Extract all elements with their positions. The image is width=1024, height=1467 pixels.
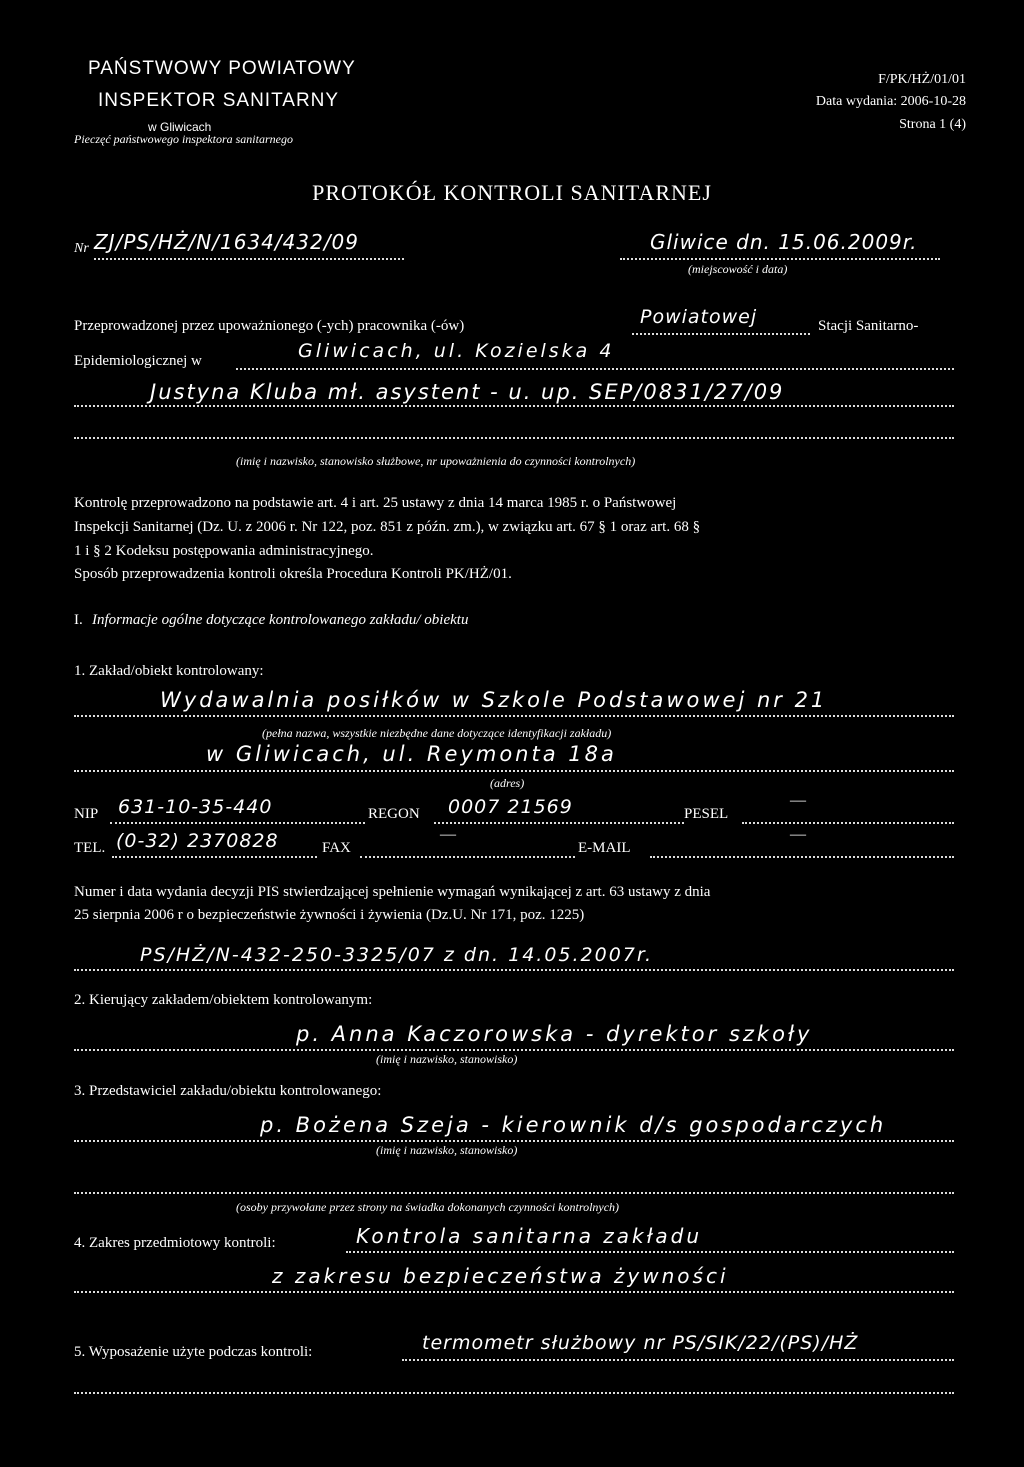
facility-value: Wydawalnia posiłków w Szkole Podstawowej nr 21 xyxy=(160,688,828,712)
nip-value: 631-10-35-440 xyxy=(118,796,273,818)
stamp-city: w Gliwicach xyxy=(148,120,212,134)
email-line xyxy=(650,856,954,858)
manager-line xyxy=(74,1049,954,1051)
legal-basis-line3: 1 i § 2 Kodeksu postępowania administracyjnego. xyxy=(74,543,374,559)
conducted-line2-start: Epidemiologicznej w xyxy=(74,353,202,369)
station-type-line xyxy=(632,333,810,335)
present-line xyxy=(74,1192,954,1194)
item3-label: 3. Przedstawiciel zakładu/obiektu kontrolowanego: xyxy=(74,1083,382,1099)
fax-label: FAX xyxy=(322,840,351,856)
place-date-label: (miejscowość i data) xyxy=(688,262,788,276)
equipment-value: termometr służbowy nr PS/SIK/22/(PS)/HŻ xyxy=(422,1332,859,1354)
place-date-value: Gliwice dn. 15.06.2009r. xyxy=(650,230,918,254)
tel-label: TEL. xyxy=(74,840,106,856)
fax-line xyxy=(360,856,575,858)
present-label: (osoby przywołane przez strony na świadka dokonanych czynności kontrolnych) xyxy=(236,1200,620,1214)
pesel-line xyxy=(742,822,954,824)
item5-label: 5. Wyposażenie użyte podczas kontroli: xyxy=(74,1344,313,1360)
protocol-nr-label: Nr xyxy=(74,241,89,256)
stamp-label: Pieczęć państwowego inspektora sanitarnego xyxy=(74,132,293,146)
item4-label: 4. Zakres przedmiotowy kontroli: xyxy=(74,1235,276,1251)
representative-line xyxy=(74,1140,954,1142)
inspector-line-2 xyxy=(74,437,954,439)
document-title: PROTOKÓŁ KONTROLI SANITARNEJ xyxy=(312,180,712,205)
final-line xyxy=(74,1392,954,1394)
inspector-line xyxy=(74,405,954,407)
nip-label: NIP xyxy=(74,806,99,822)
item1-label: 1. Zakład/obiekt kontrolowany: xyxy=(74,663,264,679)
manager-value: p. Anna Kaczorowska - dyrektor szkoły xyxy=(296,1022,813,1046)
regon-line xyxy=(434,822,684,824)
section1-heading-num: I. xyxy=(74,612,83,628)
legal-basis-line1: Kontrolę przeprowadzono na podstawie art. 4 i art. 25 ustawy z dnia 14 marca 1985 r. o Państwowej xyxy=(74,495,677,511)
inspector-label: (imię i nazwisko, stanowisko służbowe, nr upoważnienia do czynności kontrolnych) xyxy=(236,454,636,468)
conducted-line1-end: Stacji Sanitarno- xyxy=(818,318,919,334)
item2-label: 2. Kierujący zakładem/obiektem kontrolowanym: xyxy=(74,992,373,1008)
facility-label: (pełna nazwa, wszystkie niezbędne dane dotyczące identyfikacji zakładu) xyxy=(262,726,612,740)
representative-value: p. Bożena Szeja - kierownik d/s gospodarczych xyxy=(260,1113,887,1137)
doc-code: F/PK/HŻ/01/01 xyxy=(878,72,966,87)
inspector-title-line1: PAŃSTWOWY POWIATOWY xyxy=(88,58,356,79)
scope-line1-value: Kontrola sanitarna zakładu xyxy=(356,1224,703,1248)
manager-label: (imię i nazwisko, stanowisko) xyxy=(376,1052,518,1066)
pesel-value: — xyxy=(790,792,806,809)
fax-value: — xyxy=(440,826,456,843)
decision-line xyxy=(74,969,954,971)
email-value: — xyxy=(790,826,806,843)
scope-line2-value: z zakresu bezpieczeństwa żywności xyxy=(272,1264,729,1288)
regon-label: REGON xyxy=(368,806,420,822)
decision-value: PS/HŻ/N-432-250-3325/07 z dn. 14.05.2007r. xyxy=(140,944,653,966)
equipment-line xyxy=(402,1359,954,1361)
legal-basis-line2: Inspekcji Sanitarnej (Dz. U. z 2006 r. Nr 122, poz. 851 z późn. zm.), w związku art. 67 § 1 oraz art. 68 § xyxy=(74,519,701,535)
regon-value: 0007 21569 xyxy=(448,796,573,818)
conducted-line1-start: Przeprowadzonej przez upoważnionego (-ych) pracownika (-ów) xyxy=(74,318,465,334)
address-line xyxy=(74,770,954,772)
scope-line1-line xyxy=(346,1251,954,1253)
scope-line2-line xyxy=(74,1291,954,1293)
address-value: w Gliwicach, ul. Reymonta 18a xyxy=(206,742,617,766)
inspector-title-line2: INSPEKTOR SANITARNY xyxy=(98,90,340,111)
pesel-label: PESEL xyxy=(684,806,729,822)
nip-line xyxy=(110,822,365,824)
page-number: Strona 1 (4) xyxy=(899,117,966,132)
tel-line xyxy=(112,856,317,858)
protocol-nr-value: ZJ/PS/HŻ/N/1634/432/09 xyxy=(94,230,360,254)
decision-line1: Numer i data wydania decyzji PIS stwierdzającej spełnienie wymagań wynikającej z art. 63 ustawy z dnia xyxy=(74,884,711,900)
station-city-value: Gliwicach, ul. Kozielska 4 xyxy=(298,340,615,362)
issue-date: Data wydania: 2006-10-28 xyxy=(815,94,966,109)
protocol-nr-line xyxy=(94,258,404,260)
legal-basis-line4: Sposób przeprowadzenia kontroli określa Procedura Kontroli PK/HŻ/01. xyxy=(74,566,512,582)
address-label: (adres) xyxy=(490,776,525,790)
inspector-value: Justyna Kluba mł. asystent - u. up. SEP/0831/27/09 xyxy=(150,380,785,404)
decision-line2: 25 sierpnia 2006 r o bezpieczeństwie żywności i żywienia (Dz.U. Nr 171, poz. 1225) xyxy=(74,907,585,923)
tel-value: (0-32) 2370828 xyxy=(116,830,279,852)
place-date-line xyxy=(620,258,940,260)
station-type-value: Powiatowej xyxy=(640,306,758,328)
station-city-line xyxy=(236,368,954,370)
representative-label: (imię i nazwisko, stanowisko) xyxy=(376,1143,518,1157)
email-label: E-MAIL xyxy=(578,840,631,856)
facility-line xyxy=(74,715,954,717)
section1-heading: Informacje ogólne dotyczące kontrolowanego zakładu/ obiektu xyxy=(92,612,469,628)
